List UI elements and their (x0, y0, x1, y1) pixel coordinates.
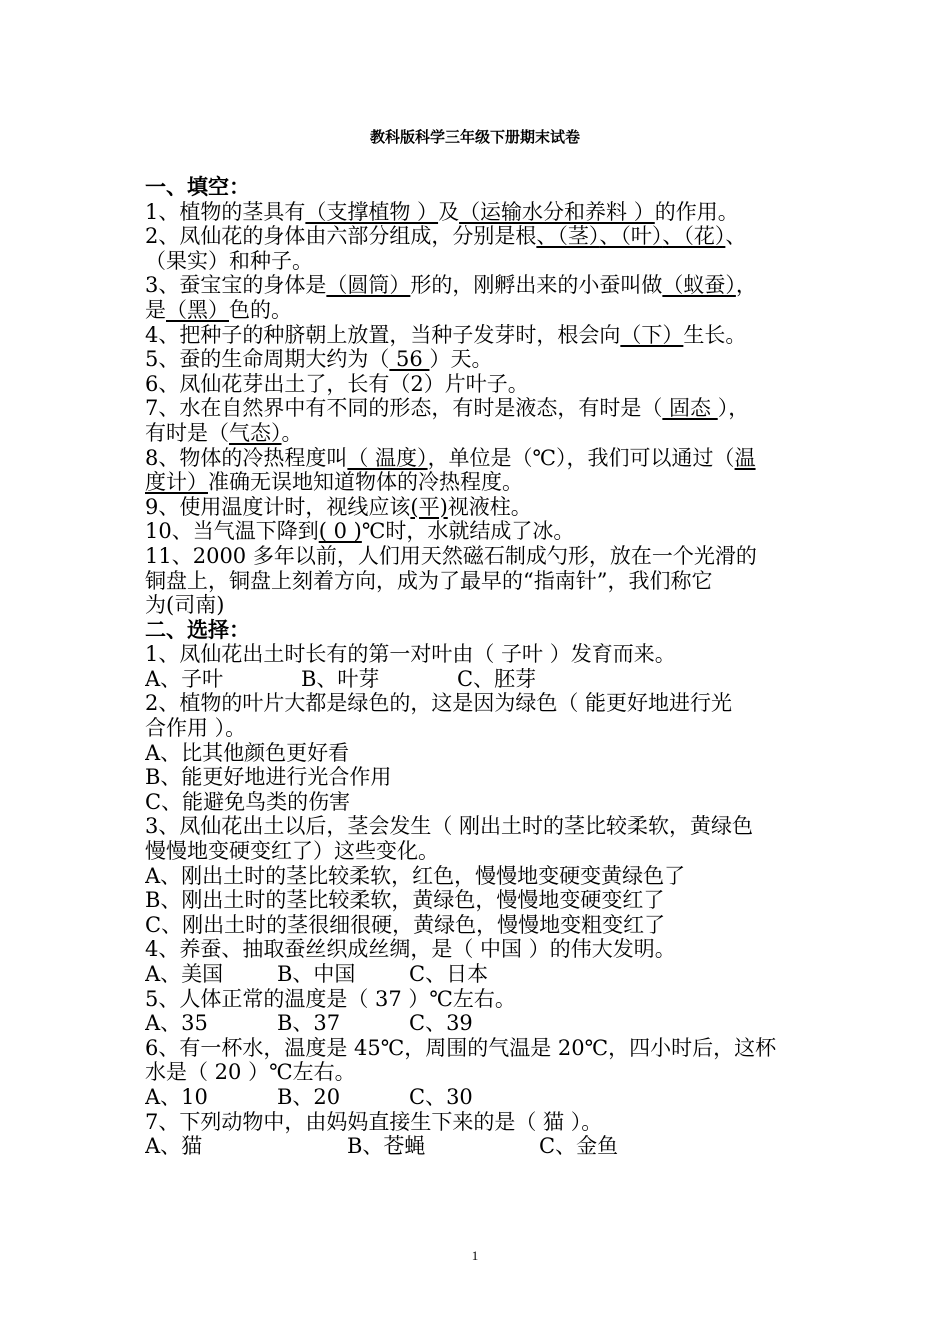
option-b: B、能更好地进行光合作用 (145, 765, 392, 790)
question-text: 6、凤仙花芽出土了，长有（2）片叶子。 (145, 371, 529, 396)
option-a: A、猫 (145, 1134, 203, 1159)
option-c: C、金鱼 (539, 1134, 619, 1159)
choice-options-7 (145, 1134, 813, 1159)
question-text: ）天。 (429, 347, 493, 372)
fill-question-2 (145, 224, 813, 249)
page-number: 1 (471, 1248, 479, 1263)
option-b: B、37 (277, 1011, 341, 1036)
fill-question-3-cont (145, 298, 813, 323)
question-text: 及 (438, 199, 460, 224)
answer-text: 度计） (145, 470, 208, 495)
option-a: A、子叶 (145, 666, 224, 691)
option-c: C、30 (409, 1084, 473, 1109)
exam-title: 教科版科学三年级下册期末试卷 (369, 128, 580, 146)
fill-question-7-cont (145, 421, 813, 446)
choice-question-6-cont: 水是（ 20 ）℃左右。 (145, 1060, 356, 1085)
question-text: 9、使用温度计时，视线应该 (145, 494, 411, 519)
option-b: B、苍蝇 (347, 1134, 426, 1159)
option-a: A、35 (145, 1011, 208, 1036)
question-text: 5、蚕的生命周期大约为（ (145, 347, 390, 372)
question-text: 是 (145, 297, 166, 322)
option-c: C、刚出土时的茎很细很硬，黄绿色，慢慢地变粗变红了 (145, 912, 666, 937)
choice-options-5 (145, 1011, 813, 1036)
exam-content (145, 175, 813, 1159)
section-heading-choice: 二、选择： (145, 617, 250, 642)
fill-question-9 (145, 495, 813, 520)
choice-question-7: 7、下列动物中，由妈妈直接生下来的是（ 猫 ）。 (145, 1109, 603, 1134)
answer-text: ( 0 ) (318, 519, 362, 544)
answer-text: 固态 (662, 396, 718, 421)
question-text: 形的，刚孵出来的小蚕叫做 (410, 273, 663, 298)
option-b: B、20 (277, 1084, 341, 1109)
fill-question-8-cont (145, 470, 813, 495)
question-text: （果实）和种子。 (145, 248, 313, 273)
answer-text: 56 (389, 347, 430, 372)
choice-options-6 (145, 1085, 813, 1110)
choice-question-2: 2、植物的叶片大都是绿色的，这是因为绿色（ 能更好地进行光 (145, 691, 733, 716)
fill-question-10 (145, 519, 813, 544)
fill-question-11 (145, 544, 813, 569)
option-a: A、10 (145, 1084, 208, 1109)
question-text: 7、水在自然界中有不同的形态，有时是液态，有时是（ (145, 396, 663, 421)
answer-text: 温 (734, 445, 756, 470)
choice-options-4 (145, 962, 813, 987)
fill-question-2-cont (145, 249, 813, 274)
question-text: 。 (281, 420, 303, 445)
question-text: 色的。 (229, 297, 292, 322)
section-heading-fill-blank: 一、填空： (145, 175, 250, 199)
fill-question-6 (145, 372, 813, 397)
question-text: ℃时，水就结成了冰。 (361, 519, 575, 544)
question-text: 铜盘上，铜盘上刻着方向，成为了最早的“指南针”，我们称它 (145, 568, 713, 593)
question-text: 准确无误地知道物体的冷热程度。 (208, 470, 523, 495)
answer-text: 、（花） (662, 224, 726, 249)
option-a: A、比其他颜色更好看 (145, 740, 350, 765)
question-text: 的作用。 (654, 199, 739, 224)
answer-text: 、（叶） (599, 224, 663, 249)
choice-question-1: 1、凤仙花出土时长有的第一对叶由（ 子叶 ）发育而来。 (145, 642, 676, 667)
option-c: C、39 (409, 1011, 473, 1036)
fill-question-5 (145, 347, 813, 372)
question-text: 视液柱。 (447, 494, 532, 519)
answer-text: 、（茎） (536, 224, 600, 249)
question-text: ，单位是（℃），我们可以通过（ (427, 445, 735, 470)
question-text: 4、把种子的种脐朝上放置，当种子发芽时，根会向 (145, 322, 621, 347)
choice-question-6: 6、有一杯水，温度是 45℃，周围的气温是 20℃，四小时后，这杯 (145, 1035, 777, 1060)
choice-question-3-cont: 慢慢地变硬变红了）这些变化。 (145, 839, 439, 864)
question-text: ）， (717, 396, 750, 421)
answer-text: (平) (410, 494, 448, 519)
choice-question-2-cont: 合作用 ）。 (145, 716, 247, 741)
question-text: 、 (725, 224, 747, 249)
choice-question-5: 5、人体正常的温度是（ 37 ）℃左右。 (145, 986, 516, 1011)
fill-question-8 (145, 446, 813, 471)
question-text: 8、物体的冷热程度叫 (145, 445, 348, 470)
fill-question-4 (145, 323, 813, 348)
option-c: C、日本 (409, 962, 489, 986)
option-c: C、胚芽 (457, 666, 537, 691)
fill-question-11-cont2 (145, 593, 813, 618)
answer-text: （ 温度） (347, 445, 428, 470)
answer-text: （黑） (166, 297, 229, 322)
option-a: A、刚出土时的茎比较柔软，红色，慢慢地变硬变黄绿色了 (145, 863, 686, 888)
option-b: B、叶芽 (301, 666, 380, 691)
fill-question-11-cont (145, 569, 813, 594)
option-b: B、中国 (277, 962, 356, 986)
question-text: 1、植物的茎具有 (145, 199, 306, 224)
answer-text: （运输水分和养料 ） (459, 199, 655, 224)
question-text: 生长。 (683, 322, 747, 347)
option-a: A、美国 (145, 962, 224, 986)
answer-text: 气态） (229, 420, 282, 445)
option-c: C、能避免鸟类的伤害 (145, 789, 351, 814)
answer-text: （蚁蚕） (662, 273, 736, 298)
choice-question-3: 3、凤仙花出土以后，茎会发生（ 刚出土时的茎比较柔软，黄绿色 (145, 814, 754, 839)
question-text: ， (735, 273, 757, 298)
question-text: 11、2000 多年以前，人们用天然磁石制成勺形，放在一个光滑的 (145, 543, 757, 568)
question-text: 2、凤仙花的身体由六部分组成，分别是根 (145, 224, 537, 249)
answer-text: （圆筒） (326, 273, 411, 298)
answer-text: （下） (620, 322, 684, 347)
question-text: 10、当气温下降到 (145, 519, 319, 544)
fill-question-3 (145, 273, 813, 298)
choice-options-1 (145, 667, 813, 692)
question-text: 3、蚕宝宝的身体是 (145, 273, 327, 298)
question-text: 为(司南) (145, 593, 225, 618)
fill-question-1 (145, 200, 813, 225)
question-text: 有时是（ (145, 420, 229, 445)
answer-text: （支撑植物 ） (305, 199, 439, 224)
option-b: B、刚出土时的茎比较柔软，黄绿色，慢慢地变硬变红了 (145, 888, 665, 913)
choice-question-4: 4、养蚕、抽取蚕丝织成丝绸，是（ 中国 ）的伟大发明。 (145, 937, 676, 962)
fill-question-7 (145, 396, 813, 421)
